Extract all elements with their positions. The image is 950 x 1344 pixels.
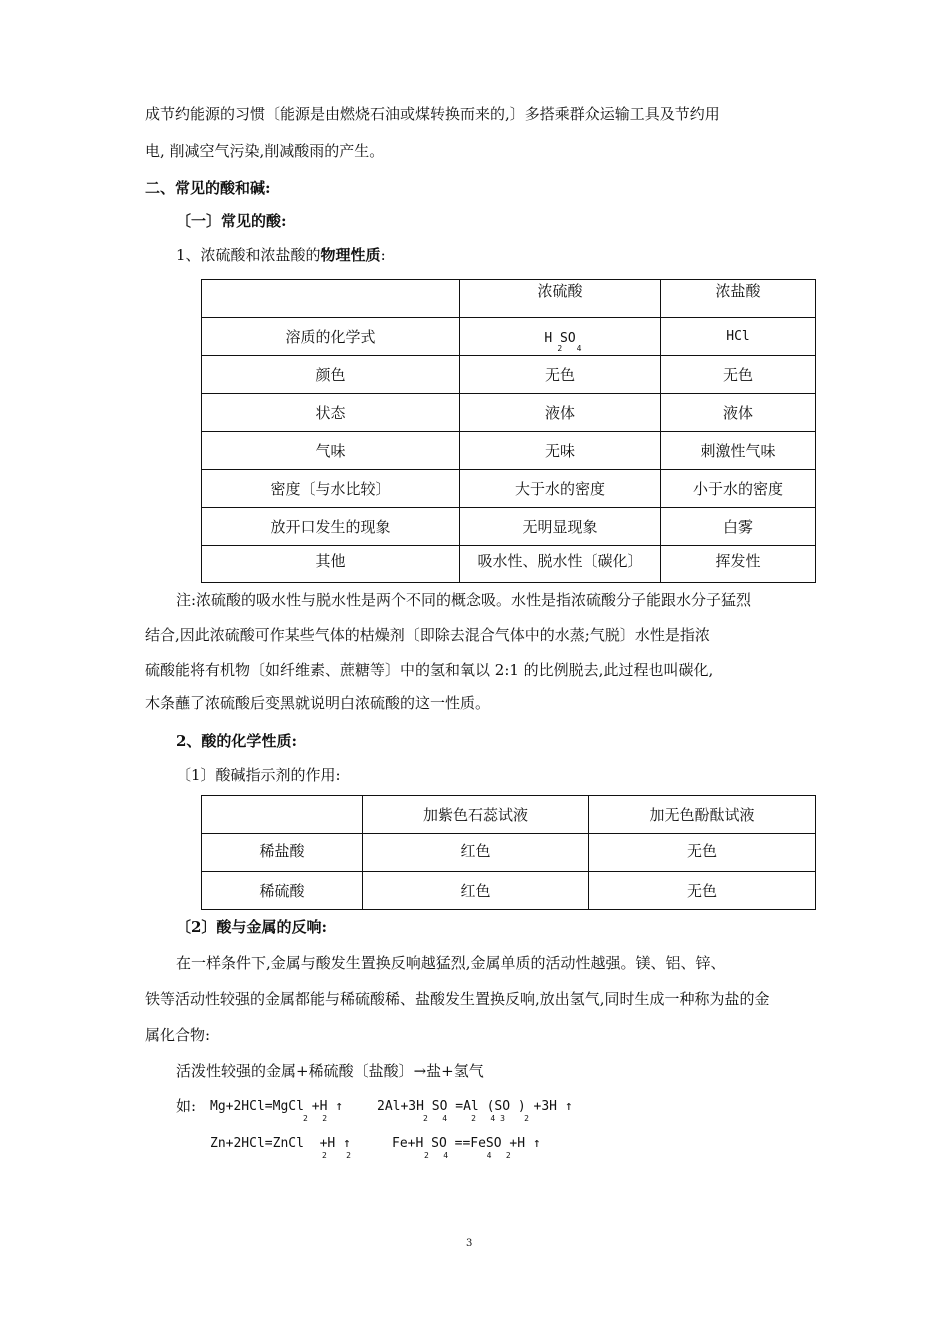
equation-mg	[210, 1096, 344, 1123]
equation-main: Zn+2HCl=ZnCl +H ↑	[210, 1136, 351, 1151]
row-label: 其他	[202, 546, 460, 583]
hydrochloric-value: 无色	[661, 356, 816, 394]
item1-bold: 物理性质	[320, 246, 381, 264]
para-line-3: 属化合物:	[145, 1026, 211, 1044]
equation-fe	[392, 1133, 541, 1160]
row-label: 放开口发生的现象	[202, 508, 460, 546]
intro-line-2: 电, 削减空气污染,削减酸雨的产生。	[145, 142, 385, 160]
table1-header-hydrochloric: 浓盐酸	[661, 280, 816, 318]
general-equation: 活泼性较强的金属+稀硫酸〔盐酸〕→盐+氢气	[176, 1062, 484, 1080]
table2-header-empty	[202, 796, 363, 834]
item1-suffix: :	[380, 246, 386, 264]
hcl-formula-cell: HCl	[661, 318, 816, 356]
para-line-2: 铁等活动性较强的金属都能与稀硫酸稀、盐酸发生置换反响,放出氢气,同时生成一种称为盐的金	[145, 990, 770, 1008]
table-row	[202, 872, 816, 910]
table1-header-empty	[202, 280, 460, 318]
equation-main: Mg+2HCl=MgCl +H ↑	[210, 1099, 344, 1114]
formula-main: H SO	[544, 330, 576, 346]
equation-subscripts: 2 2	[303, 1114, 328, 1123]
table-row	[202, 470, 816, 508]
table-row	[202, 318, 816, 356]
sulfuric-value: 无明显现象	[460, 508, 661, 546]
equation-main: Fe+H SO ==FeSO +H ↑	[392, 1136, 541, 1151]
table-row	[202, 356, 816, 394]
equation-subscripts: 2 4 4 2	[424, 1151, 511, 1160]
page-number: 3	[466, 1238, 473, 1249]
item2-1-title: 〔1〕酸碱指示剂的作用:	[176, 766, 341, 784]
table-row	[202, 508, 816, 546]
table-row	[202, 546, 816, 583]
row-label: 颜色	[202, 356, 460, 394]
equation-prefix: 如:	[176, 1097, 197, 1115]
table2-header-phenolphthalein: 加无色酚酞试液	[589, 796, 816, 834]
section2-title: 二、常见的酸和碱:	[145, 179, 271, 197]
table2-header-litmus: 加紫色石蕊试液	[363, 796, 589, 834]
phenolphthalein-value: 无色	[589, 834, 816, 872]
table-row	[202, 394, 816, 432]
equation-subscripts: 2 2	[322, 1151, 351, 1160]
sulfuric-value: 大于水的密度	[460, 470, 661, 508]
note-line-4: 木条蘸了浓硫酸后变黑就说明白浓硫酸的这一性质。	[145, 694, 491, 712]
hydrochloric-value: 白雾	[661, 508, 816, 546]
note-line-3: 硫酸能将有机物〔如纤维素、蔗糖等〕中的氢和氧以 2:1 的比例脱去,此过程也叫碳化,	[145, 661, 714, 679]
row-label: 溶质的化学式	[202, 318, 460, 356]
formula-subscripts: 2 4	[557, 343, 582, 353]
equation-zn	[210, 1133, 351, 1160]
intro-line-1: 成节约能源的习惯〔能源是由燃烧石油或煤转换而来的,〕多搭乘群众运输工具及节约用	[145, 105, 720, 123]
hydrochloric-value: 挥发性	[661, 546, 816, 583]
table1-header-sulfuric: 浓硫酸	[460, 280, 661, 318]
formula-h2so4	[544, 328, 582, 353]
sulfuric-value: 液体	[460, 394, 661, 432]
table-row	[202, 834, 816, 872]
phenolphthalein-value: 无色	[589, 872, 816, 910]
equation-subscripts: 2 4 2 4 3 2	[423, 1114, 529, 1123]
sulfuric-value: 吸水性、脱水性〔碳化〕	[460, 546, 661, 583]
table-row	[202, 432, 816, 470]
item1-heading	[176, 245, 386, 265]
row-label: 密度〔与水比较〕	[202, 470, 460, 508]
litmus-value: 红色	[363, 834, 589, 872]
acid-physical-properties-table	[201, 279, 816, 583]
row-label: 稀盐酸	[202, 834, 363, 872]
subsection1-title: 〔一〕常见的酸:	[176, 212, 287, 230]
litmus-value: 红色	[363, 872, 589, 910]
note-line-1: 注:浓硫酸的吸水性与脱水性是两个不同的概念吸。水性是指浓硫酸分子能跟水分子猛烈	[176, 591, 752, 609]
row-label: 气味	[202, 432, 460, 470]
indicator-table	[201, 795, 816, 910]
para-line-1: 在一样条件下,金属与酸发生置换反响越猛烈,金属单质的活动性越强。镁、铝、锌、	[176, 954, 726, 972]
sulfuric-formula-cell	[460, 318, 661, 356]
item1-prefix: 1、浓硫酸和浓盐酸的	[176, 246, 321, 264]
equation-main: 2Al+3H SO =Al (SO ) +3H ↑	[377, 1099, 573, 1114]
note-line-2: 结合,因此浓硫酸可作某些气体的枯燥剂〔即除去混合气体中的水蒸;气脱〕水性是指浓	[145, 626, 710, 644]
row-label: 状态	[202, 394, 460, 432]
sulfuric-value: 无味	[460, 432, 661, 470]
item2-2-title: 〔2〕酸与金属的反响:	[176, 918, 327, 936]
sulfuric-value: 无色	[460, 356, 661, 394]
hydrochloric-value: 液体	[661, 394, 816, 432]
item2-title: 2、酸的化学性质:	[176, 732, 297, 750]
hydrochloric-value: 小于水的密度	[661, 470, 816, 508]
row-label: 稀硫酸	[202, 872, 363, 910]
equation-al	[377, 1096, 573, 1123]
hydrochloric-value: 刺激性气味	[661, 432, 816, 470]
